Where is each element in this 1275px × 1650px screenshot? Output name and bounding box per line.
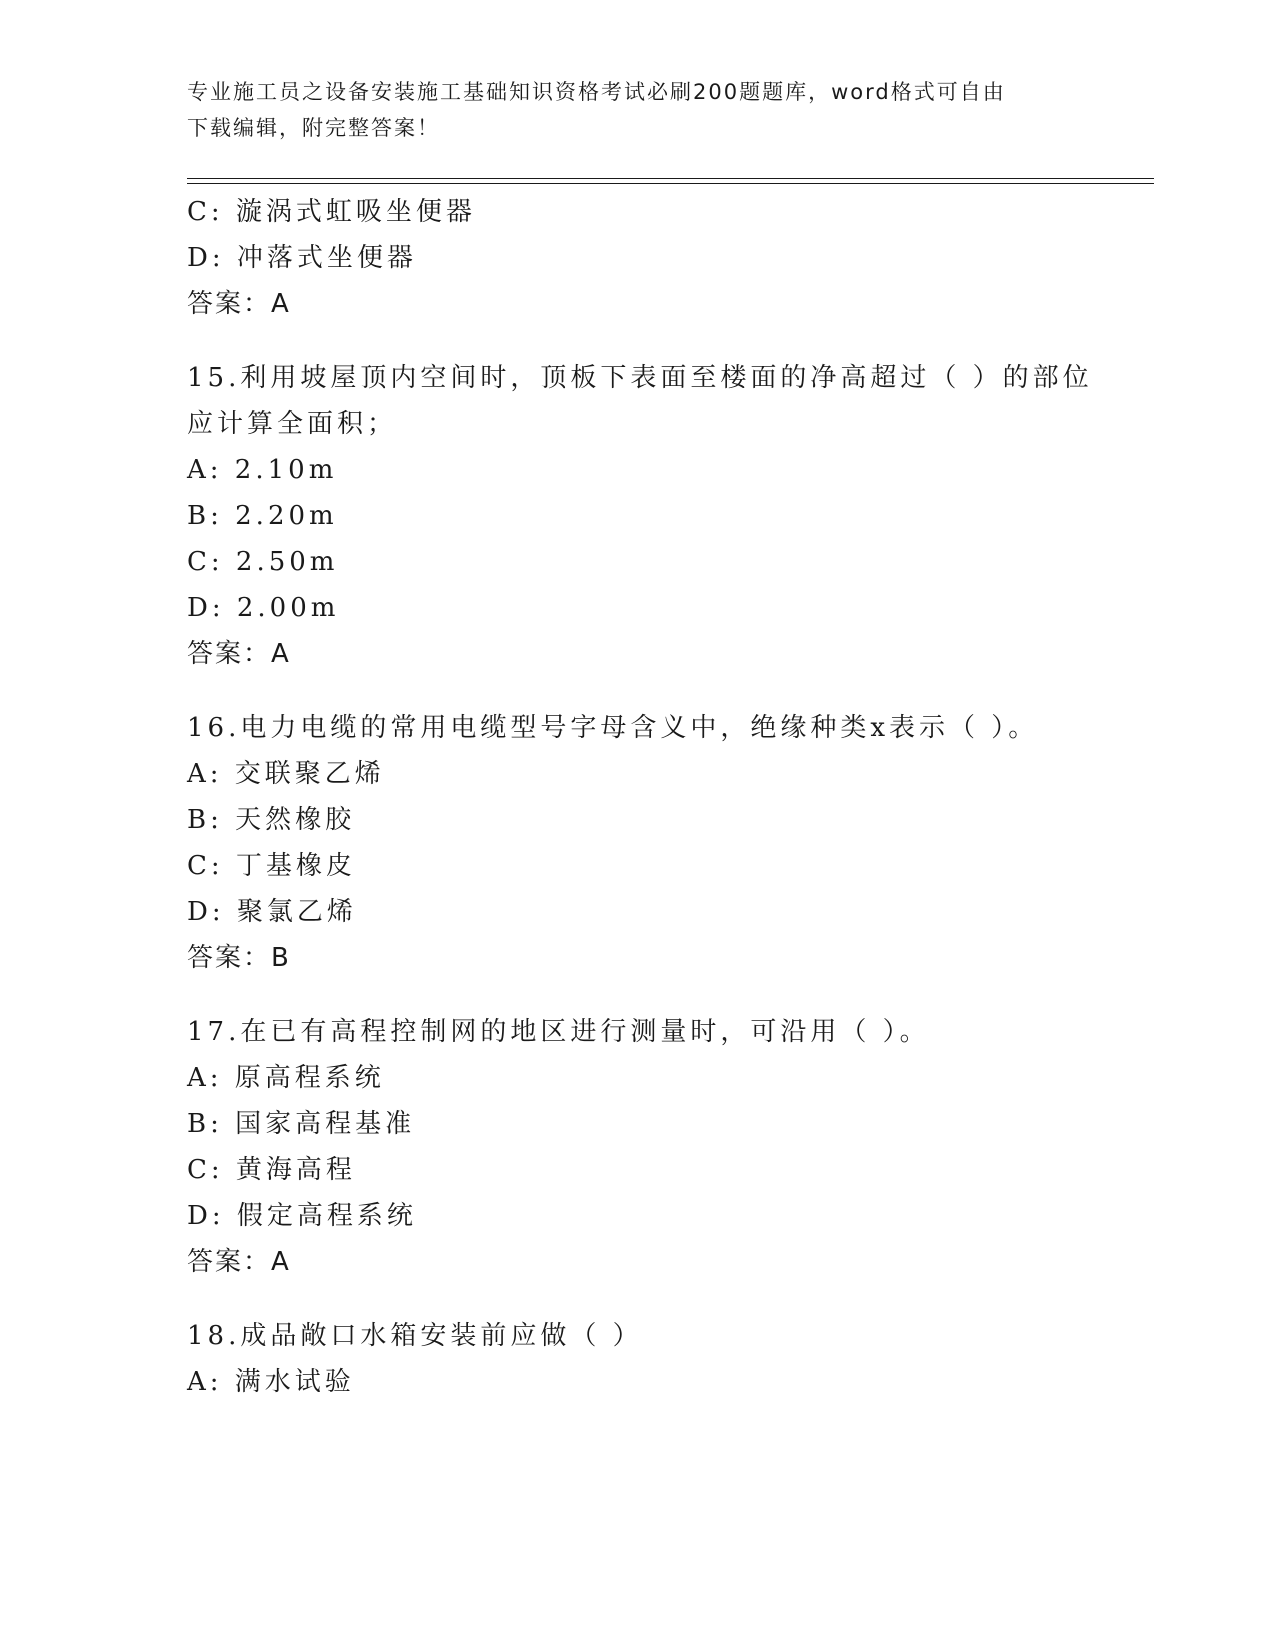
option-c: C: 2.50m <box>187 547 339 577</box>
header-rule-top <box>187 178 1154 179</box>
option-a: A: 满水试验 <box>187 1367 355 1397</box>
question-stem: 16.电力电缆的常用电缆型号字母含义中，绝缘种类x表示（ ）。 <box>187 713 1039 743</box>
header-rule-bottom <box>187 183 1154 184</box>
question-list <box>187 189 1093 1405</box>
option-d: D: 假定高程系统 <box>187 1201 417 1231</box>
answer: 答案：B <box>187 943 291 973</box>
option-d: D: 冲落式坐便器 <box>187 243 417 273</box>
answer: 答案：A <box>187 289 291 319</box>
option-c: C: 黄海高程 <box>187 1155 356 1185</box>
question-17 <box>187 1009 1087 1285</box>
option-c: C: 丁基橡皮 <box>187 851 356 881</box>
question-stem: 18.成品敞口水箱安装前应做（ ） <box>187 1321 643 1351</box>
option-a: A: 原高程系统 <box>187 1063 385 1093</box>
page-header <box>187 74 1087 146</box>
option-d: D: 2.00m <box>187 593 340 623</box>
option-b: B: 国家高程基准 <box>187 1109 416 1139</box>
question-stem-continued: 应计算全面积； <box>187 409 398 439</box>
option-b: B: 2.20m <box>187 501 338 531</box>
header-line-2: 下载编辑，附完整答案！ <box>187 116 440 140</box>
option-c: C: 漩涡式虹吸坐便器 <box>187 197 476 227</box>
option-a: A: 交联聚乙烯 <box>187 759 385 789</box>
answer: 答案：A <box>187 1247 291 1277</box>
header-line-1: 专业施工员之设备安装施工基础知识资格考试必刷200题题库，word格式可自由 <box>187 80 1006 104</box>
answer: 答案：A <box>187 639 291 669</box>
question-16 <box>187 705 1087 981</box>
option-b: B: 天然橡胶 <box>187 805 356 835</box>
question-14-tail <box>187 189 1087 327</box>
question-stem: 15.利用坡屋顶内空间时，顶板下表面至楼面的净高超过（ ）的部位 <box>187 363 1093 393</box>
option-a: A: 2.10m <box>187 455 338 485</box>
question-18 <box>187 1313 1087 1405</box>
question-15 <box>187 355 1093 677</box>
option-d: D: 聚氯乙烯 <box>187 897 357 927</box>
question-stem: 17.在已有高程控制网的地区进行测量时，可沿用（ ）。 <box>187 1017 930 1047</box>
